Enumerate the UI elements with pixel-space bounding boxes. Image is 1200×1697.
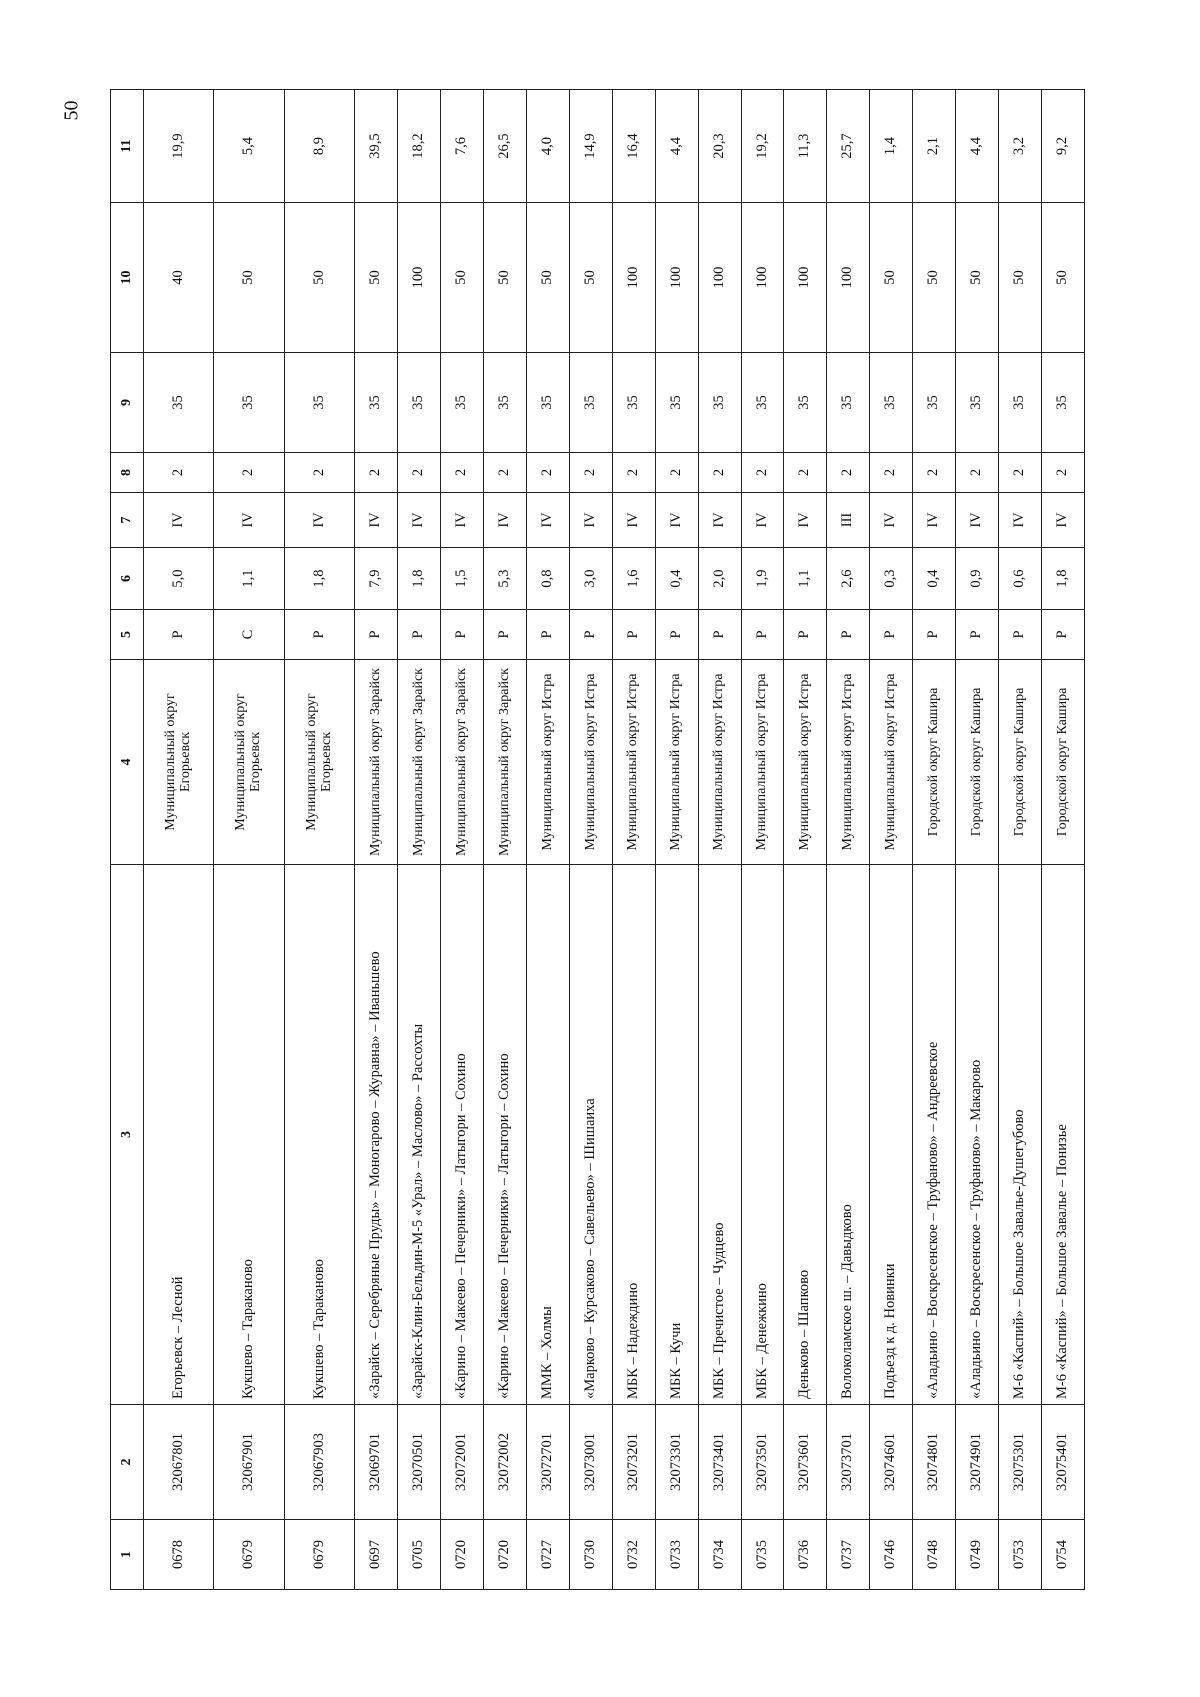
table-row: [144, 90, 214, 1590]
column-header-7: 7: [111, 493, 144, 548]
cell-category-code: Р: [441, 610, 484, 660]
cell-road-name: «Карино – Макеево – Печерники» – Латыгори – Сохино: [441, 865, 484, 1405]
cell-length: 0,6: [998, 548, 1041, 610]
column-header-10: 10: [111, 203, 144, 353]
cell-technical-class: III: [827, 493, 870, 548]
cell-speed-limit: 50: [214, 203, 284, 353]
column-header-3: 3: [111, 865, 144, 1405]
column-header-8: 8: [111, 453, 144, 493]
cell-lanes: 2: [214, 453, 284, 493]
table-row: [284, 90, 354, 1590]
cell-row-number: 0737: [827, 1520, 870, 1590]
cell-road-name: «Аладьино – Воскресенское – Труфаново» – Андреевское: [913, 865, 956, 1405]
cell-speed-limit: 100: [655, 203, 698, 353]
cell-row-number: 0679: [284, 1520, 354, 1590]
column-header-9: 9: [111, 353, 144, 453]
cell-lanes: 2: [441, 453, 484, 493]
cell-road-name: «Аладьино – Воскресенское – Труфаново» – Макарово: [956, 865, 999, 1405]
cell-category-code: Р: [612, 610, 655, 660]
cell-technical-class: IV: [484, 493, 527, 548]
cell-municipality: Муниципальный округ Истра: [655, 660, 698, 865]
cell-category-code: Р: [398, 610, 441, 660]
cell-technical-class: IV: [784, 493, 827, 548]
table-row: [355, 90, 398, 1590]
cell-municipality: Муниципальный округ Зарайск: [441, 660, 484, 865]
cell-category-code: Р: [355, 610, 398, 660]
table-row: [612, 90, 655, 1590]
cell-category-code: Р: [284, 610, 354, 660]
cell-area: 8,9: [284, 90, 354, 203]
cell-road-name: Кукшево – Тараканово: [284, 865, 354, 1405]
cell-length: 1,9: [741, 548, 784, 610]
cell-length: 5,3: [484, 548, 527, 610]
cell-width: 35: [784, 353, 827, 453]
cell-row-number: 0746: [870, 1520, 913, 1590]
cell-speed-limit: 100: [698, 203, 741, 353]
column-header-4: 4: [111, 660, 144, 865]
cell-road-id: 32075301: [998, 1405, 1041, 1520]
cell-length: 1,8: [284, 548, 354, 610]
cell-road-name: МБК – Пречистое – Чудцево: [698, 865, 741, 1405]
table-row: [956, 90, 999, 1590]
rotated-table-frame: [110, 90, 1085, 1590]
cell-category-code: Р: [870, 610, 913, 660]
cell-width: 35: [913, 353, 956, 453]
cell-area: 5,4: [214, 90, 284, 203]
cell-row-number: 0735: [741, 1520, 784, 1590]
cell-road-id: 32073601: [784, 1405, 827, 1520]
column-header-11: 11: [111, 90, 144, 203]
cell-road-id: 32073401: [698, 1405, 741, 1520]
cell-lanes: 2: [741, 453, 784, 493]
cell-width: 35: [284, 353, 354, 453]
cell-road-id: 32074901: [956, 1405, 999, 1520]
cell-road-name: МБК – Надеждино: [612, 865, 655, 1405]
cell-speed-limit: 50: [956, 203, 999, 353]
cell-width: 35: [484, 353, 527, 453]
page-number: [58, 80, 86, 140]
cell-length: 0,4: [913, 548, 956, 610]
cell-road-id: 32067801: [144, 1405, 214, 1520]
cell-road-name: Кукшево – Тараканово: [214, 865, 284, 1405]
cell-speed-limit: 50: [569, 203, 612, 353]
cell-area: 26,5: [484, 90, 527, 203]
cell-width: 35: [827, 353, 870, 453]
cell-municipality: Городской округ Кашира: [913, 660, 956, 865]
cell-speed-limit: 50: [1041, 203, 1084, 353]
cell-row-number: 0730: [569, 1520, 612, 1590]
cell-area: 9,2: [1041, 90, 1084, 203]
cell-lanes: 2: [284, 453, 354, 493]
cell-width: 35: [870, 353, 913, 453]
cell-category-code: Р: [144, 610, 214, 660]
cell-municipality: Муниципальный округ Егорьевск: [284, 660, 354, 865]
cell-area: 25,7: [827, 90, 870, 203]
cell-category-code: Р: [827, 610, 870, 660]
cell-lanes: 2: [870, 453, 913, 493]
cell-category-code: Р: [784, 610, 827, 660]
cell-row-number: 0749: [956, 1520, 999, 1590]
cell-municipality: Муниципальный округ Егорьевск: [214, 660, 284, 865]
cell-row-number: 0697: [355, 1520, 398, 1590]
cell-road-id: 32075401: [1041, 1405, 1084, 1520]
cell-road-id: 32073001: [569, 1405, 612, 1520]
cell-length: 1,8: [1041, 548, 1084, 610]
table-row: [827, 90, 870, 1590]
cell-length: 0,3: [870, 548, 913, 610]
cell-municipality: Муниципальный округ Истра: [870, 660, 913, 865]
cell-category-code: Р: [569, 610, 612, 660]
cell-road-name: «Карино – Макеево – Печерники» – Латыгори – Сохино: [484, 865, 527, 1405]
cell-municipality: Муниципальный округ Зарайск: [355, 660, 398, 865]
cell-width: 35: [398, 353, 441, 453]
cell-road-id: 32074801: [913, 1405, 956, 1520]
column-header-1: 1: [111, 1520, 144, 1590]
cell-area: 2,1: [913, 90, 956, 203]
cell-length: 0,8: [526, 548, 569, 610]
cell-area: 19,9: [144, 90, 214, 203]
cell-municipality: Муниципальный округ Истра: [741, 660, 784, 865]
cell-road-id: 32073701: [827, 1405, 870, 1520]
cell-lanes: 2: [956, 453, 999, 493]
cell-category-code: Р: [741, 610, 784, 660]
table-row: [870, 90, 913, 1590]
cell-area: 19,2: [741, 90, 784, 203]
table-row: [741, 90, 784, 1590]
cell-municipality: Муниципальный округ Истра: [784, 660, 827, 865]
cell-row-number: 0678: [144, 1520, 214, 1590]
cell-road-name: Подъезд к д. Новинки: [870, 865, 913, 1405]
cell-speed-limit: 100: [784, 203, 827, 353]
cell-road-id: 32074601: [870, 1405, 913, 1520]
cell-area: 3,2: [998, 90, 1041, 203]
column-header-5: 5: [111, 610, 144, 660]
cell-municipality: Муниципальный округ Истра: [827, 660, 870, 865]
cell-municipality: Муниципальный округ Истра: [698, 660, 741, 865]
cell-category-code: Р: [913, 610, 956, 660]
cell-category-code: С: [214, 610, 284, 660]
cell-road-id: 32073301: [655, 1405, 698, 1520]
cell-width: 35: [612, 353, 655, 453]
table-row: [655, 90, 698, 1590]
cell-road-id: 32069701: [355, 1405, 398, 1520]
cell-width: 35: [144, 353, 214, 453]
cell-area: 39,5: [355, 90, 398, 203]
cell-municipality: Городской округ Кашира: [956, 660, 999, 865]
cell-row-number: 0720: [441, 1520, 484, 1590]
cell-row-number: 0732: [612, 1520, 655, 1590]
cell-speed-limit: 50: [526, 203, 569, 353]
cell-row-number: 0679: [214, 1520, 284, 1590]
cell-road-name: М-6 «Каспий» – Большое Завалье-Душегубово: [998, 865, 1041, 1405]
cell-width: 35: [655, 353, 698, 453]
cell-speed-limit: 50: [355, 203, 398, 353]
cell-area: 16,4: [612, 90, 655, 203]
cell-lanes: 2: [355, 453, 398, 493]
cell-area: 14,9: [569, 90, 612, 203]
table-row: [998, 90, 1041, 1590]
cell-speed-limit: 50: [441, 203, 484, 353]
cell-technical-class: IV: [526, 493, 569, 548]
cell-row-number: 0705: [398, 1520, 441, 1590]
cell-area: 7,6: [441, 90, 484, 203]
cell-lanes: 2: [526, 453, 569, 493]
cell-technical-class: IV: [214, 493, 284, 548]
cell-width: 35: [441, 353, 484, 453]
cell-area: 1,4: [870, 90, 913, 203]
cell-municipality: Муниципальный округ Зарайск: [484, 660, 527, 865]
cell-road-name: «Зарайск – Серебряные Пруды» – Моногарово – Журавна» – Иваньшево: [355, 865, 398, 1405]
cell-lanes: 2: [827, 453, 870, 493]
cell-municipality: Муниципальный округ Истра: [526, 660, 569, 865]
cell-speed-limit: 50: [870, 203, 913, 353]
cell-road-id: 32072701: [526, 1405, 569, 1520]
cell-width: 35: [214, 353, 284, 453]
cell-category-code: Р: [956, 610, 999, 660]
cell-row-number: 0748: [913, 1520, 956, 1590]
cell-speed-limit: 100: [741, 203, 784, 353]
cell-width: 35: [998, 353, 1041, 453]
cell-category-code: Р: [655, 610, 698, 660]
cell-road-name: «Зарайск-Клин-Бельдин-М-5 «Урал» – Маслово» – Рассохты: [398, 865, 441, 1405]
cell-length: 1,1: [784, 548, 827, 610]
cell-technical-class: IV: [870, 493, 913, 548]
table-row: [784, 90, 827, 1590]
cell-municipality: Муниципальный округ Егорьевск: [144, 660, 214, 865]
cell-lanes: 2: [484, 453, 527, 493]
cell-speed-limit: 50: [998, 203, 1041, 353]
cell-road-id: 32070501: [398, 1405, 441, 1520]
cell-road-name: МБК – Денежкино: [741, 865, 784, 1405]
table-header-row: [111, 90, 144, 1590]
cell-row-number: 0734: [698, 1520, 741, 1590]
cell-row-number: 0753: [998, 1520, 1041, 1590]
cell-road-id: 32067901: [214, 1405, 284, 1520]
cell-length: 1,1: [214, 548, 284, 610]
cell-technical-class: IV: [956, 493, 999, 548]
cell-category-code: Р: [698, 610, 741, 660]
cell-length: 2,0: [698, 548, 741, 610]
cell-road-name: «Марково – Курсаково – Савельево» – Шишаиха: [569, 865, 612, 1405]
cell-speed-limit: 100: [398, 203, 441, 353]
cell-area: 4,0: [526, 90, 569, 203]
cell-category-code: Р: [526, 610, 569, 660]
cell-technical-class: IV: [998, 493, 1041, 548]
cell-width: 35: [1041, 353, 1084, 453]
cell-length: 3,0: [569, 548, 612, 610]
cell-technical-class: IV: [612, 493, 655, 548]
cell-lanes: 2: [612, 453, 655, 493]
cell-road-name: ММК – Холмы: [526, 865, 569, 1405]
cell-speed-limit: 100: [827, 203, 870, 353]
cell-technical-class: IV: [441, 493, 484, 548]
cell-road-id: 32073201: [612, 1405, 655, 1520]
cell-length: 1,5: [441, 548, 484, 610]
cell-area: 4,4: [956, 90, 999, 203]
table-row: [398, 90, 441, 1590]
table-row: [1041, 90, 1084, 1590]
cell-road-name: МБК – Кучи: [655, 865, 698, 1405]
cell-municipality: Муниципальный округ Истра: [612, 660, 655, 865]
cell-length: 1,8: [398, 548, 441, 610]
cell-technical-class: IV: [355, 493, 398, 548]
cell-road-name: М-6 «Каспий» – Большое Завалье – Понизье: [1041, 865, 1084, 1405]
table-row: [698, 90, 741, 1590]
cell-length: 2,6: [827, 548, 870, 610]
cell-length: 0,4: [655, 548, 698, 610]
cell-length: 1,6: [612, 548, 655, 610]
cell-municipality: Городской округ Кашира: [1041, 660, 1084, 865]
cell-lanes: 2: [144, 453, 214, 493]
cell-technical-class: IV: [698, 493, 741, 548]
cell-speed-limit: 50: [284, 203, 354, 353]
cell-width: 35: [741, 353, 784, 453]
cell-lanes: 2: [698, 453, 741, 493]
cell-technical-class: IV: [1041, 493, 1084, 548]
cell-speed-limit: 40: [144, 203, 214, 353]
cell-category-code: Р: [484, 610, 527, 660]
roads-table: [110, 89, 1085, 1590]
cell-road-name: Егорьевск – Лесной: [144, 865, 214, 1405]
cell-length: 7,9: [355, 548, 398, 610]
cell-lanes: 2: [655, 453, 698, 493]
cell-technical-class: IV: [398, 493, 441, 548]
cell-municipality: Муниципальный округ Зарайск: [398, 660, 441, 865]
cell-width: 35: [698, 353, 741, 453]
cell-lanes: 2: [913, 453, 956, 493]
cell-length: 0,9: [956, 548, 999, 610]
cell-technical-class: IV: [144, 493, 214, 548]
cell-category-code: Р: [998, 610, 1041, 660]
cell-road-name: Деньково – Шапково: [784, 865, 827, 1405]
cell-lanes: 2: [998, 453, 1041, 493]
cell-width: 35: [355, 353, 398, 453]
cell-road-id: 32072001: [441, 1405, 484, 1520]
cell-width: 35: [526, 353, 569, 453]
cell-width: 35: [956, 353, 999, 453]
cell-area: 4,4: [655, 90, 698, 203]
cell-technical-class: IV: [655, 493, 698, 548]
cell-speed-limit: 50: [913, 203, 956, 353]
table-row: [913, 90, 956, 1590]
table-body: [144, 90, 1085, 1590]
cell-width: 35: [569, 353, 612, 453]
cell-row-number: 0727: [526, 1520, 569, 1590]
cell-road-id: 32073501: [741, 1405, 784, 1520]
cell-road-name: Волоколамское ш. – Давыдково: [827, 865, 870, 1405]
cell-lanes: 2: [569, 453, 612, 493]
cell-length: 5,0: [144, 548, 214, 610]
rotated-table-area: [110, 90, 1085, 1590]
cell-row-number: 0720: [484, 1520, 527, 1590]
cell-municipality: Городской округ Кашира: [998, 660, 1041, 865]
cell-road-id: 32072002: [484, 1405, 527, 1520]
table-row: [526, 90, 569, 1590]
table-row: [484, 90, 527, 1590]
cell-speed-limit: 50: [484, 203, 527, 353]
cell-speed-limit: 100: [612, 203, 655, 353]
cell-area: 18,2: [398, 90, 441, 203]
cell-technical-class: IV: [284, 493, 354, 548]
cell-technical-class: IV: [569, 493, 612, 548]
cell-category-code: Р: [1041, 610, 1084, 660]
cell-road-id: 32067903: [284, 1405, 354, 1520]
cell-area: 20,3: [698, 90, 741, 203]
cell-row-number: 0754: [1041, 1520, 1084, 1590]
table-row: [441, 90, 484, 1590]
table-row: [214, 90, 284, 1590]
cell-area: 11,3: [784, 90, 827, 203]
cell-municipality: Муниципальный округ Истра: [569, 660, 612, 865]
cell-technical-class: IV: [913, 493, 956, 548]
cell-row-number: 0736: [784, 1520, 827, 1590]
table-row: [569, 90, 612, 1590]
column-header-2: 2: [111, 1405, 144, 1520]
cell-technical-class: IV: [741, 493, 784, 548]
cell-row-number: 0733: [655, 1520, 698, 1590]
column-header-6: 6: [111, 548, 144, 610]
cell-lanes: 2: [1041, 453, 1084, 493]
cell-lanes: 2: [784, 453, 827, 493]
cell-lanes: 2: [398, 453, 441, 493]
page-number-text: 50: [60, 100, 83, 120]
